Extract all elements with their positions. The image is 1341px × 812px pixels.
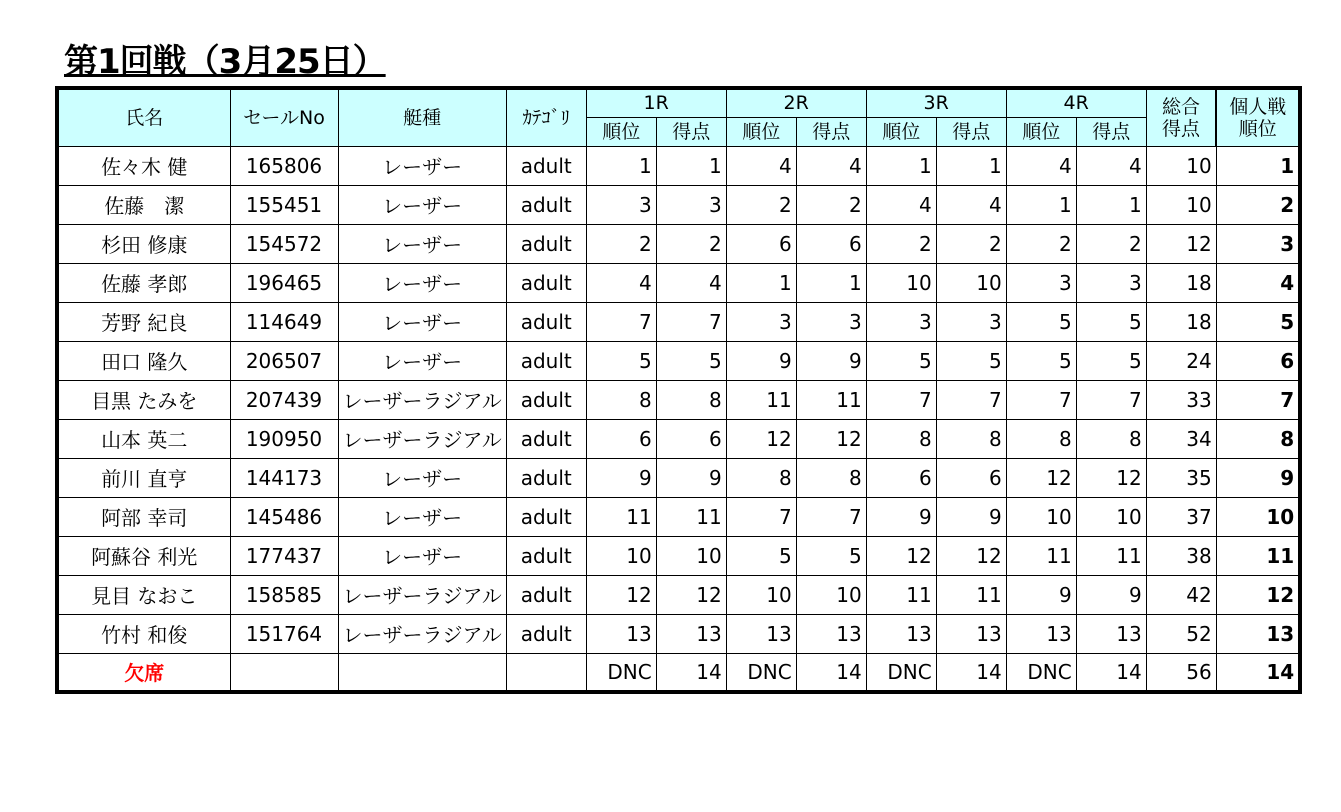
cell-boat-type: レーザー — [338, 497, 506, 536]
cell-place: 11 — [586, 497, 656, 536]
header-rank — [1216, 88, 1300, 146]
cell-place: 11 — [866, 575, 936, 614]
cell-points: 3 — [656, 185, 726, 224]
table-row — [57, 185, 1300, 224]
header-total — [1146, 88, 1216, 146]
cell-points: 5 — [1076, 302, 1146, 341]
cell-points: 11 — [796, 380, 866, 419]
cell-place: 1 — [586, 146, 656, 185]
cell-rank: 10 — [1216, 497, 1300, 536]
cell-points: 13 — [936, 614, 1006, 653]
table-row — [57, 497, 1300, 536]
cell-boat-type: レーザー — [338, 341, 506, 380]
cell-points: 3 — [796, 302, 866, 341]
cell-rank: 4 — [1216, 263, 1300, 302]
cell-name: 杉田 修康 — [57, 224, 230, 263]
cell-place: DNC — [866, 653, 936, 692]
header-points: 得点 — [796, 117, 866, 146]
cell-place: 11 — [1006, 536, 1076, 575]
table-row — [57, 341, 1300, 380]
cell-name: 前川 直亨 — [57, 458, 230, 497]
table-row — [57, 458, 1300, 497]
header-points: 得点 — [1076, 117, 1146, 146]
cell-boat-type: レーザー — [338, 458, 506, 497]
cell-category: adult — [506, 458, 586, 497]
table-row — [57, 419, 1300, 458]
cell-sail-no: 177437 — [230, 536, 338, 575]
cell-points: 14 — [796, 653, 866, 692]
header-rank-line2: 順位 — [1238, 117, 1277, 140]
header-total-line2: 得点 — [1161, 117, 1200, 140]
cell-place: 7 — [866, 380, 936, 419]
cell-points: 8 — [796, 458, 866, 497]
cell-place: 12 — [1006, 458, 1076, 497]
table-row — [57, 263, 1300, 302]
cell-boat-type: レーザー — [338, 224, 506, 263]
header-sail-no: セールNo — [230, 88, 338, 146]
cell-total: 10 — [1146, 146, 1216, 185]
cell-name: 佐藤 孝郎 — [57, 263, 230, 302]
table-row — [57, 302, 1300, 341]
cell-place: 2 — [866, 224, 936, 263]
header-place: 順位 — [726, 117, 796, 146]
cell-points: 12 — [1076, 458, 1146, 497]
cell-points: 11 — [1076, 536, 1146, 575]
header-place: 順位 — [1006, 117, 1076, 146]
cell-points: 2 — [796, 185, 866, 224]
header-points: 得点 — [656, 117, 726, 146]
cell-place: 13 — [586, 614, 656, 653]
cell-rank: 2 — [1216, 185, 1300, 224]
cell-place: 5 — [726, 536, 796, 575]
cell-points: 7 — [656, 302, 726, 341]
cell-points: 10 — [1076, 497, 1146, 536]
cell-rank: 8 — [1216, 419, 1300, 458]
table-row — [57, 224, 1300, 263]
cell-rank: 14 — [1216, 653, 1300, 692]
cell-place: 12 — [866, 536, 936, 575]
header-name: 氏名 — [57, 88, 230, 146]
cell-category: adult — [506, 302, 586, 341]
cell-place: 9 — [1006, 575, 1076, 614]
cell-category: adult — [506, 341, 586, 380]
header-place: 順位 — [586, 117, 656, 146]
cell-total: 33 — [1146, 380, 1216, 419]
cell-place: 10 — [1006, 497, 1076, 536]
page-title: 第1回戦（3月25日） — [64, 42, 386, 82]
cell-boat-type: レーザー — [338, 185, 506, 224]
cell-place: 4 — [1006, 146, 1076, 185]
cell-name: 佐藤 潔 — [57, 185, 230, 224]
cell-boat-type: レーザーラジアル — [338, 614, 506, 653]
cell-points: 5 — [936, 341, 1006, 380]
cell-sail-no: 154572 — [230, 224, 338, 263]
cell-place: 5 — [1006, 341, 1076, 380]
cell-total: 52 — [1146, 614, 1216, 653]
header-boat-type: 艇種 — [338, 88, 506, 146]
cell-boat-type: レーザーラジアル — [338, 575, 506, 614]
cell-name: 欠席 — [57, 653, 230, 692]
cell-points: 8 — [656, 380, 726, 419]
cell-points: 13 — [1076, 614, 1146, 653]
cell-total: 42 — [1146, 575, 1216, 614]
cell-name: 山本 英二 — [57, 419, 230, 458]
table-row — [57, 536, 1300, 575]
cell-points: 4 — [796, 146, 866, 185]
cell-points: 9 — [1076, 575, 1146, 614]
cell-place: DNC — [726, 653, 796, 692]
cell-name: 田口 隆久 — [57, 341, 230, 380]
header-round-3: 3R — [866, 88, 1006, 117]
cell-place: 13 — [866, 614, 936, 653]
cell-place: 4 — [586, 263, 656, 302]
cell-points: 8 — [1076, 419, 1146, 458]
cell-place: 3 — [726, 302, 796, 341]
cell-rank: 9 — [1216, 458, 1300, 497]
cell-points: 4 — [656, 263, 726, 302]
cell-category: adult — [506, 146, 586, 185]
cell-name: 芳野 紀良 — [57, 302, 230, 341]
cell-points: 10 — [796, 575, 866, 614]
cell-rank: 13 — [1216, 614, 1300, 653]
cell-place: 5 — [1006, 302, 1076, 341]
cell-points: 6 — [656, 419, 726, 458]
cell-place: 1 — [866, 146, 936, 185]
cell-rank: 3 — [1216, 224, 1300, 263]
cell-sail-no: 206507 — [230, 341, 338, 380]
cell-place: 9 — [586, 458, 656, 497]
cell-place: 9 — [726, 341, 796, 380]
cell-place: 13 — [726, 614, 796, 653]
cell-points: 1 — [936, 146, 1006, 185]
cell-total: 56 — [1146, 653, 1216, 692]
cell-sail-no — [230, 653, 338, 692]
cell-points: 1 — [656, 146, 726, 185]
cell-rank: 5 — [1216, 302, 1300, 341]
cell-points: 13 — [796, 614, 866, 653]
cell-place: 7 — [726, 497, 796, 536]
cell-points: 8 — [936, 419, 1006, 458]
cell-place: 3 — [866, 302, 936, 341]
cell-name: 見目 なおこ — [57, 575, 230, 614]
cell-place: 3 — [1006, 263, 1076, 302]
cell-name: 佐々木 健 — [57, 146, 230, 185]
cell-rank: 6 — [1216, 341, 1300, 380]
cell-name: 目黒 たみを — [57, 380, 230, 419]
cell-total: 24 — [1146, 341, 1216, 380]
cell-points: 6 — [796, 224, 866, 263]
cell-points: 14 — [936, 653, 1006, 692]
cell-total: 38 — [1146, 536, 1216, 575]
cell-category: adult — [506, 380, 586, 419]
cell-place: 7 — [586, 302, 656, 341]
cell-place: 5 — [586, 341, 656, 380]
header-rank-line1: 個人戦 — [1229, 95, 1287, 118]
cell-rank: 1 — [1216, 146, 1300, 185]
cell-points: 9 — [936, 497, 1006, 536]
cell-place: 8 — [1006, 419, 1076, 458]
table-body — [57, 146, 1300, 692]
cell-place: DNC — [1006, 653, 1076, 692]
cell-points: 12 — [936, 536, 1006, 575]
cell-points: 3 — [936, 302, 1006, 341]
cell-total: 34 — [1146, 419, 1216, 458]
cell-points: 4 — [1076, 146, 1146, 185]
cell-points: 1 — [1076, 185, 1146, 224]
cell-place: DNC — [586, 653, 656, 692]
cell-place: 8 — [586, 380, 656, 419]
cell-sail-no: 158585 — [230, 575, 338, 614]
cell-rank: 12 — [1216, 575, 1300, 614]
cell-place: 10 — [726, 575, 796, 614]
cell-category: adult — [506, 185, 586, 224]
cell-points: 7 — [1076, 380, 1146, 419]
cell-points: 4 — [936, 185, 1006, 224]
cell-name: 阿部 幸司 — [57, 497, 230, 536]
cell-sail-no: 165806 — [230, 146, 338, 185]
table-row — [57, 575, 1300, 614]
cell-points: 12 — [656, 575, 726, 614]
cell-points: 14 — [656, 653, 726, 692]
cell-place: 3 — [586, 185, 656, 224]
cell-boat-type: レーザー — [338, 536, 506, 575]
cell-place: 13 — [1006, 614, 1076, 653]
cell-place: 1 — [726, 263, 796, 302]
cell-total: 12 — [1146, 224, 1216, 263]
cell-place: 11 — [726, 380, 796, 419]
cell-place: 4 — [726, 146, 796, 185]
cell-place: 9 — [866, 497, 936, 536]
cell-sail-no: 155451 — [230, 185, 338, 224]
cell-rank: 11 — [1216, 536, 1300, 575]
header-points: 得点 — [936, 117, 1006, 146]
cell-sail-no: 196465 — [230, 263, 338, 302]
cell-place: 12 — [726, 419, 796, 458]
header-place: 順位 — [866, 117, 936, 146]
cell-place: 6 — [586, 419, 656, 458]
cell-points: 13 — [656, 614, 726, 653]
cell-place: 7 — [1006, 380, 1076, 419]
cell-category: adult — [506, 575, 586, 614]
header-category: ｶﾃｺﾞﾘ — [506, 88, 586, 146]
cell-points: 7 — [936, 380, 1006, 419]
cell-points: 3 — [1076, 263, 1146, 302]
cell-points: 2 — [1076, 224, 1146, 263]
header-round-1: 1R — [586, 88, 726, 117]
cell-category: adult — [506, 419, 586, 458]
table-row — [57, 614, 1300, 653]
cell-points: 9 — [656, 458, 726, 497]
table-row — [57, 146, 1300, 185]
cell-total: 35 — [1146, 458, 1216, 497]
cell-place: 8 — [866, 419, 936, 458]
cell-points: 2 — [656, 224, 726, 263]
cell-rank: 7 — [1216, 380, 1300, 419]
cell-place: 5 — [866, 341, 936, 380]
cell-category: adult — [506, 497, 586, 536]
cell-boat-type: レーザー — [338, 302, 506, 341]
cell-sail-no: 114649 — [230, 302, 338, 341]
table-header — [57, 88, 1300, 146]
cell-place: 6 — [726, 224, 796, 263]
cell-boat-type: レーザーラジアル — [338, 419, 506, 458]
cell-points: 6 — [936, 458, 1006, 497]
cell-total: 10 — [1146, 185, 1216, 224]
cell-points: 7 — [796, 497, 866, 536]
cell-sail-no: 145486 — [230, 497, 338, 536]
cell-category: adult — [506, 224, 586, 263]
cell-place: 2 — [586, 224, 656, 263]
cell-place: 1 — [1006, 185, 1076, 224]
header-round-2: 2R — [726, 88, 866, 117]
cell-sail-no: 190950 — [230, 419, 338, 458]
cell-place: 4 — [866, 185, 936, 224]
cell-category: adult — [506, 263, 586, 302]
cell-points: 12 — [796, 419, 866, 458]
cell-category — [506, 653, 586, 692]
cell-points: 9 — [796, 341, 866, 380]
cell-points: 5 — [656, 341, 726, 380]
cell-points: 10 — [656, 536, 726, 575]
cell-points: 5 — [1076, 341, 1146, 380]
cell-place: 8 — [726, 458, 796, 497]
cell-points: 1 — [796, 263, 866, 302]
cell-place: 12 — [586, 575, 656, 614]
cell-boat-type: レーザー — [338, 263, 506, 302]
cell-boat-type: レーザー — [338, 146, 506, 185]
cell-points: 14 — [1076, 653, 1146, 692]
cell-points: 10 — [936, 263, 1006, 302]
cell-category: adult — [506, 536, 586, 575]
header-round-4: 4R — [1006, 88, 1146, 117]
cell-place: 2 — [726, 185, 796, 224]
results-table — [55, 86, 1302, 694]
cell-points: 11 — [656, 497, 726, 536]
cell-place: 10 — [586, 536, 656, 575]
cell-points: 5 — [796, 536, 866, 575]
cell-boat-type — [338, 653, 506, 692]
cell-name: 阿蘇谷 利光 — [57, 536, 230, 575]
cell-place: 2 — [1006, 224, 1076, 263]
cell-sail-no: 144173 — [230, 458, 338, 497]
cell-place: 6 — [866, 458, 936, 497]
cell-total: 18 — [1146, 302, 1216, 341]
cell-category: adult — [506, 614, 586, 653]
table-row — [57, 653, 1300, 692]
cell-name: 竹村 和俊 — [57, 614, 230, 653]
cell-total: 18 — [1146, 263, 1216, 302]
cell-boat-type: レーザーラジアル — [338, 380, 506, 419]
cell-sail-no: 207439 — [230, 380, 338, 419]
table-row — [57, 380, 1300, 419]
cell-points: 11 — [936, 575, 1006, 614]
cell-place: 10 — [866, 263, 936, 302]
cell-points: 2 — [936, 224, 1006, 263]
cell-total: 37 — [1146, 497, 1216, 536]
cell-sail-no: 151764 — [230, 614, 338, 653]
header-total-line1: 総合 — [1161, 95, 1200, 118]
